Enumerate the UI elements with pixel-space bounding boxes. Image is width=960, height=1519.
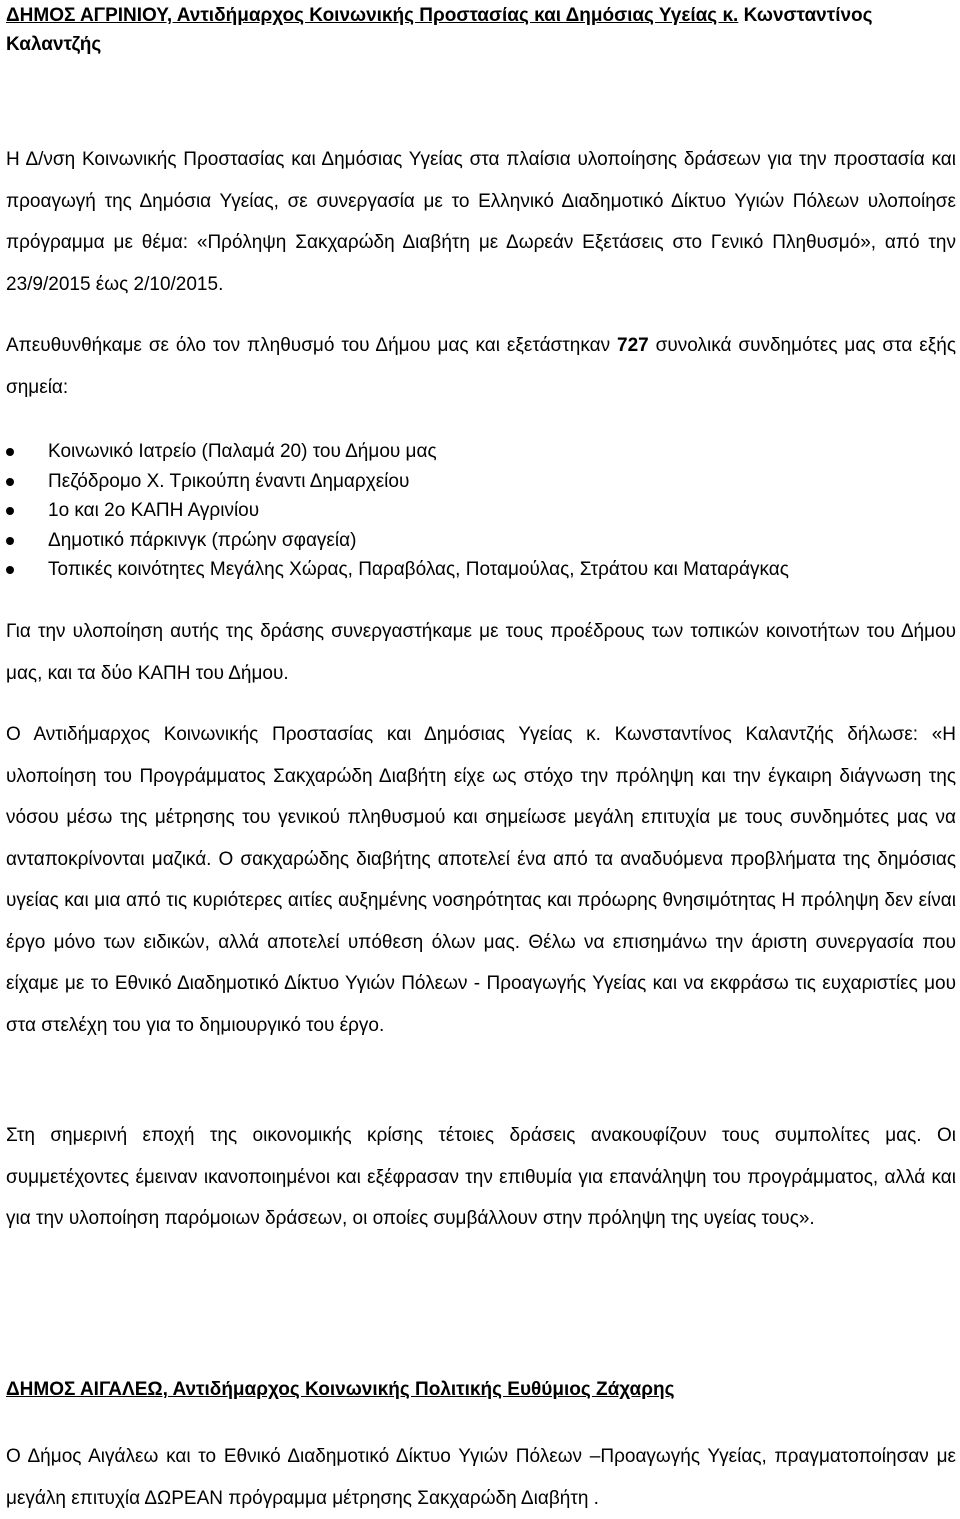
location-label: Δημοτικό πάρκινγκ (πρώην σφαγεία) bbox=[48, 529, 357, 551]
statement-paragraph: Ο Αντιδήμαρχος Κοινωνικής Προστασίας και Δημόσιας Υγείας κ. Κωνσταντίνος Καλαντζής δήλωσε: «Η υλοποίηση του Προγράμματος Σακχαρώδη Διαβήτη είχε ως στόχο την πρόληψη και την έγκαιρη διάγνωση της νόσου μέσω της μέτρησης του γενικού πληθυσμού και σημείωσε μεγάλη επιτυχία με τους συνδημότες μας να ανταποκρίνονται μαζικά. Ο σακχαρώδης διαβήτης αποτελεί ένα από τα αναδυόμενα προβλήματα της δημόσιας υγείας και μια από τις κυριότερες αιτίες αυξημένης νοσηρότητας και πρόωρης θνησιμότητας Η πρόληψη δεν είναι έργο μόνο των ειδικών, αλλά αποτελεί υπόθεση όλων μας. Θέλω να επισημάνω την άριστη συνεργασία που είχαμε με το Εθνικό Διαδημοτικό Δίκτυο Υγιών Πόλεων - Προαγωγής Υγείας και να εκφράσω τις ευχαριστίες μου στα στελέχη του για το δημιουργικό του έργο. bbox=[6, 724, 956, 1036]
aigaleo-paragraph: Ο Δήμος Αιγάλεω και το Εθνικό Διαδημοτικό Δίκτυο Υγιών Πόλεων –Προαγωγής Υγείας, πραγματοποίησαν με μεγάλη επιτυχία ΔΩΡΕΑΝ πρόγραμμα μέτρησης Σακχαρώδη Διαβήτη . bbox=[6, 1446, 956, 1509]
location-label: Πεζόδρομο Χ. Τρικούπη έναντι Δημαρχείου bbox=[48, 470, 410, 492]
participants-count: 727 bbox=[617, 335, 649, 356]
location-label: Κοινωνικό Ιατρείο (Παλαμά 20) του Δήμου μας bbox=[48, 441, 437, 462]
heading-rest-part: Κωνσταντίνος Καλαντζής bbox=[6, 5, 873, 55]
heading-underlined-part: ΔΗΜΟΣ ΑΓΡΙΝΙΟΥ, Αντιδήμαρχος Κοινωνικής Προστασίας και Δημόσιας Υγείας κ. bbox=[6, 5, 739, 26]
list-item bbox=[6, 555, 956, 585]
list-item bbox=[6, 526, 956, 556]
intro-paragraph: Η Δ/νση Κοινωνικής Προστασίας και Δημόσιας Υγείας στα πλαίσια υλοποίησης δράσεων για την προστασία και προαγωγή της Δημόσια Υγείας, σε συνεργασία με το Ελληνικό Διαδημοτικό Δίκτυο Υγιών Πόλεων υλοποίησε πρόγραμμα με θέμα: «Πρόληψη Σακχαρώδη Διαβήτη με Δωρεάν Εξετάσεις στο Γενικό Πληθυσμό», από την 23/9/2015 έως 2/10/2015. bbox=[6, 149, 956, 295]
bullet-icon bbox=[6, 507, 14, 515]
locations-list bbox=[6, 437, 956, 585]
participants-paragraph bbox=[6, 325, 956, 408]
closing-paragraph: Στη σημερινή εποχή της οικονομικής κρίσης τέτοιες δράσεις ανακουφίζουν τους συμπολίτες μας. Οι συμμετέχοντες έμειναν ικανοποιημένοι και εξέφρασαν την επιθυμία για επανάληψη του προγράμματος, αλλά και για την υλοποίηση παρόμοιων δράσεων, οι οποίες συμβάλλουν στην πρόληψη της υγείας τους». bbox=[6, 1125, 956, 1229]
cooperation-paragraph: Για την υλοποίηση αυτής της δράσης συνεργαστήκαμε με τους προέδρους των τοπικών κοινοτήτων του Δήμου μας, και τα δύο ΚΑΠΗ του Δήμου. bbox=[6, 621, 956, 684]
section-heading-aigaleo: ΔΗΜΟΣ ΑΙΓΑΛΕΩ, Αντιδήμαρχος Κοινωνικής Πολιτικής Ευθύμιος Ζάχαρης bbox=[6, 1379, 675, 1400]
list-item bbox=[6, 496, 956, 526]
list-item bbox=[6, 467, 956, 497]
bullet-icon bbox=[6, 478, 14, 486]
participants-text-after: συνολικά συνδημότες μας στα εξής σημεία: bbox=[6, 335, 956, 398]
section-heading-agrinio bbox=[6, 1, 956, 59]
bullet-icon bbox=[6, 448, 14, 456]
location-label: 1ο και 2ο ΚΑΠΗ Αγρινίου bbox=[48, 500, 260, 521]
bullet-icon bbox=[6, 537, 14, 545]
bullet-icon bbox=[6, 566, 14, 574]
list-item bbox=[6, 437, 956, 467]
location-label: Τοπικές κοινότητες Μεγάλης Χώρας, Παραβόλας, Ποταμούλας, Στράτου και Ματαράγκας bbox=[48, 559, 789, 580]
participants-text-before: Απευθυνθήκαμε σε όλο τον πληθυσμό του Δήμου μας και εξετάστηκαν bbox=[6, 335, 618, 356]
